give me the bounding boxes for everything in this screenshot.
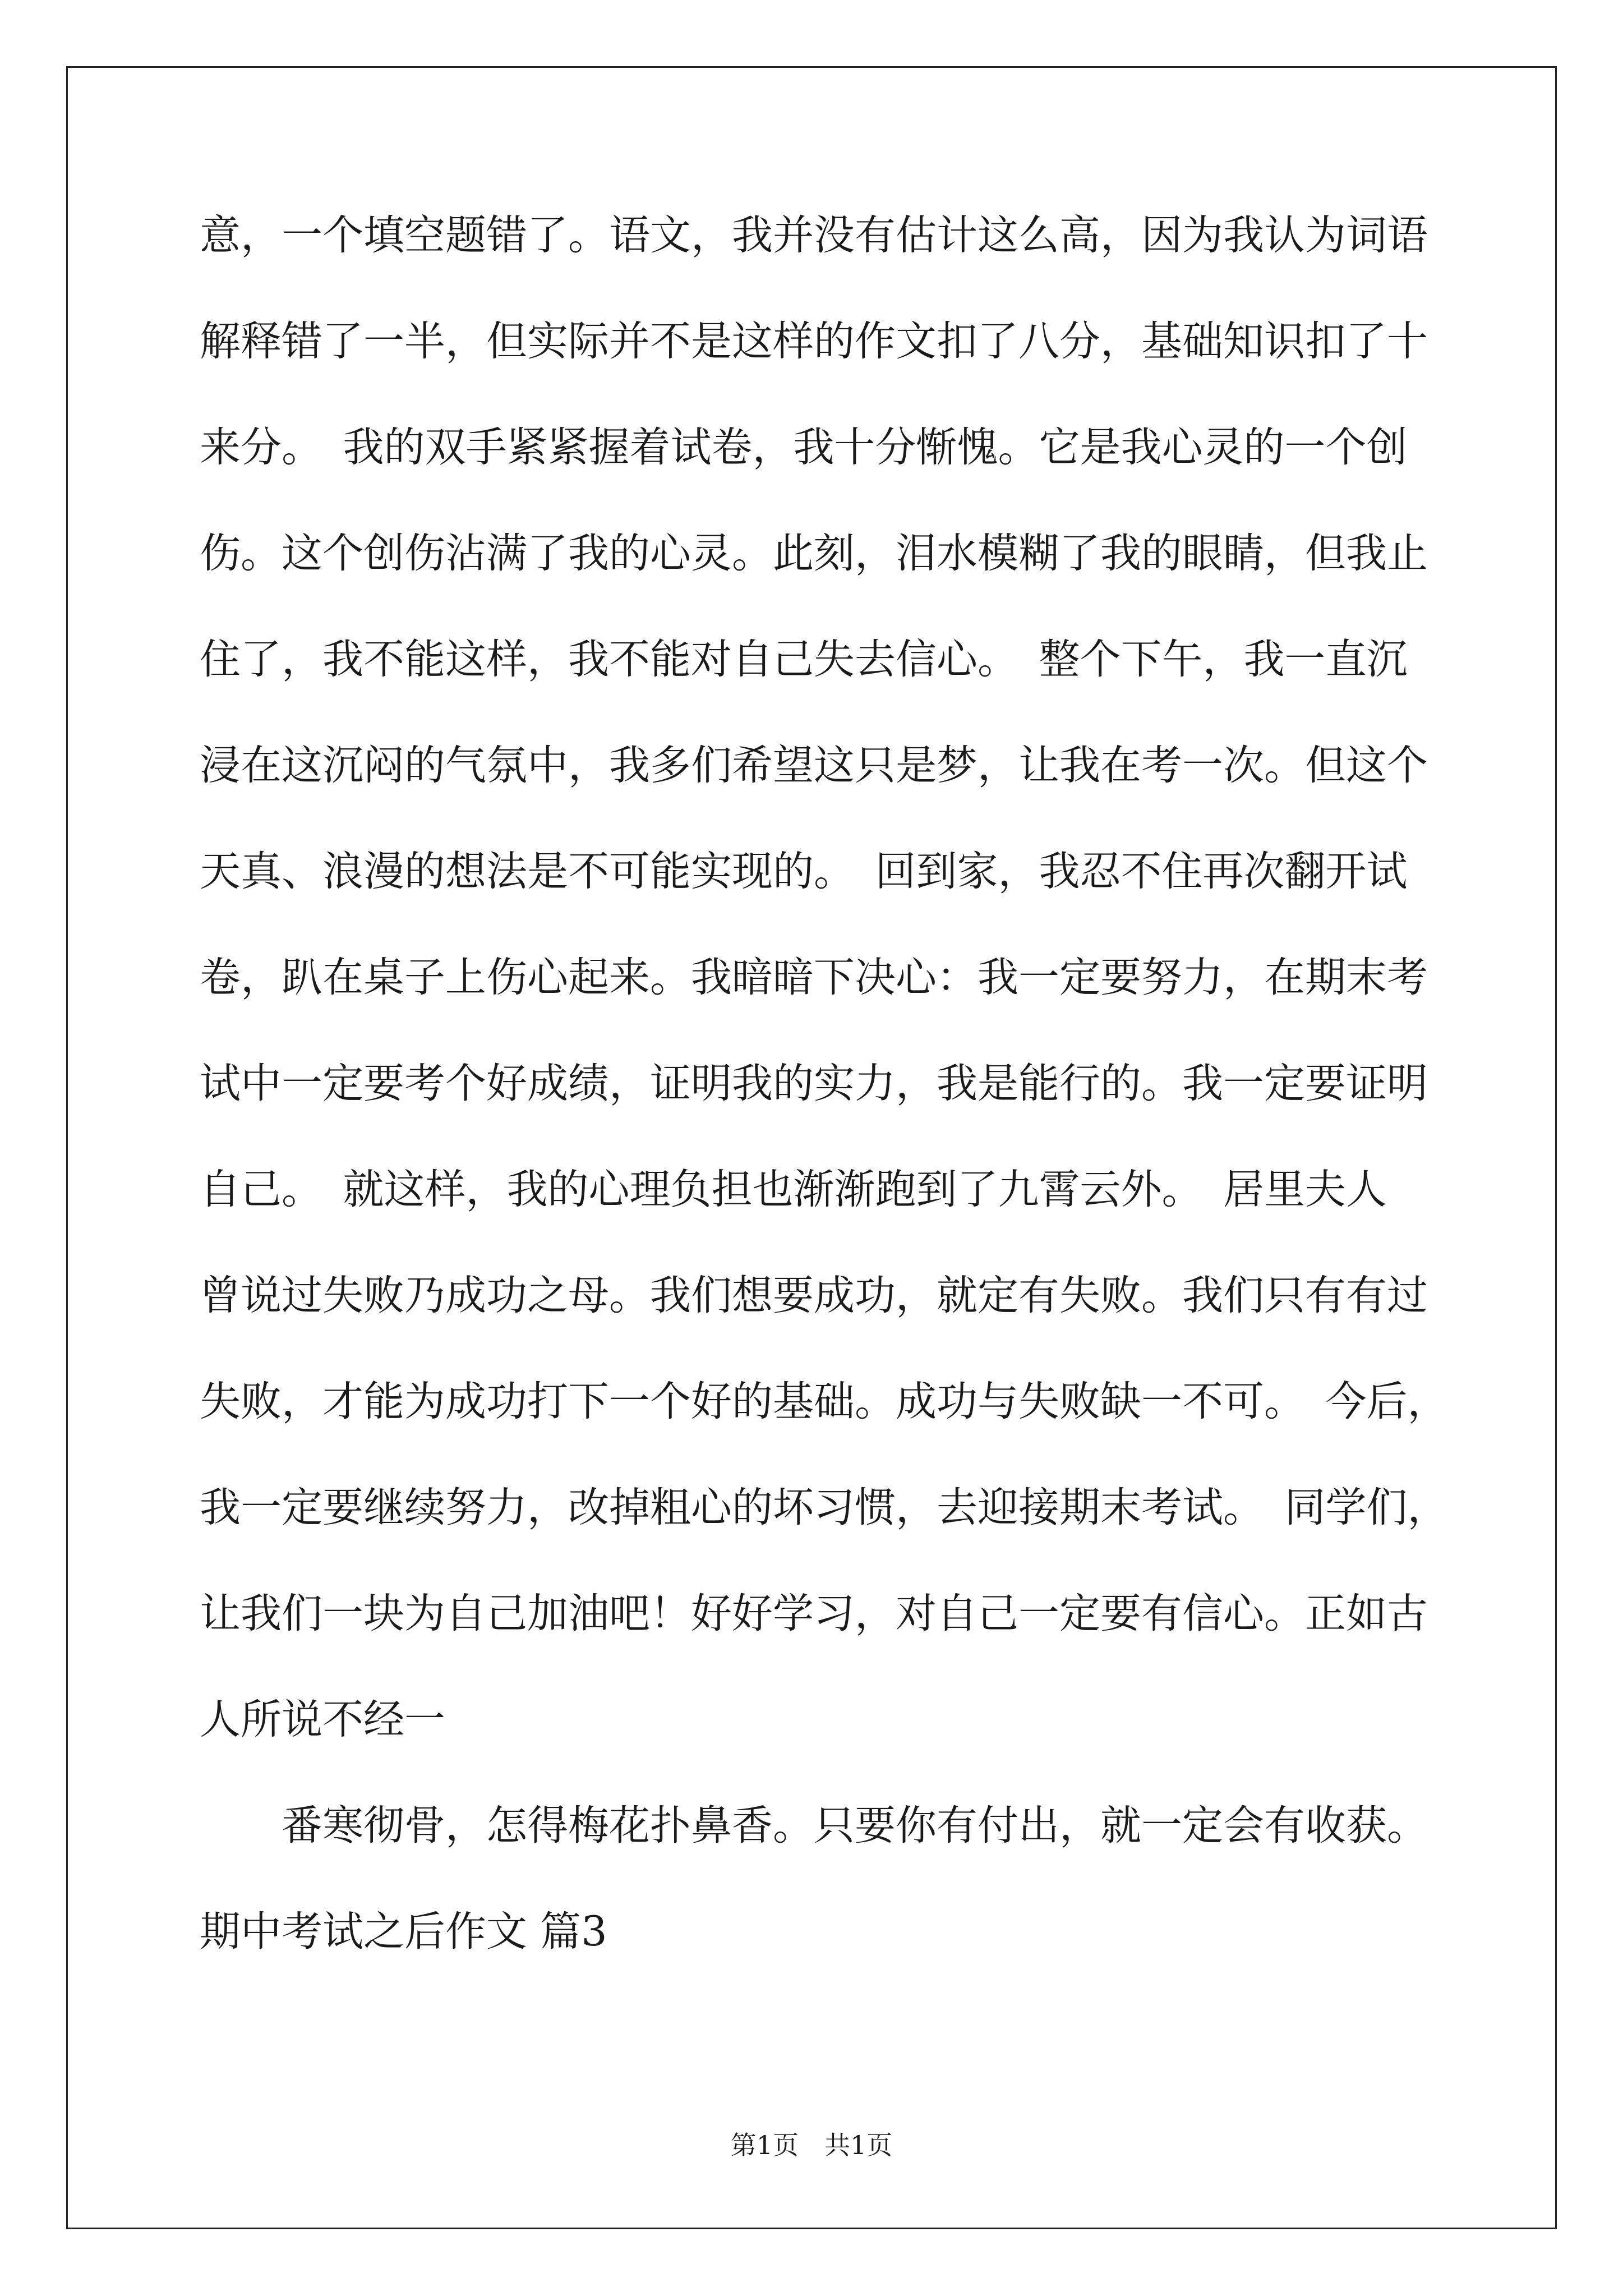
text-line: 天真、浪漫的想法是不可能实现的。 回到家，我忍不住再次翻开试 [200,848,1408,895]
text-line: 试中一定要考个好成绩，证明我的实力，我是能行的。我一定要证明 [200,1060,1428,1107]
text-line: 曾说过失败乃成功之母。我们想要成功，就定有失败。我们只有有过 [200,1272,1428,1319]
text-line: 我一定要继续努力，改掉粗心的坏习惯，去迎接期末考试。 同学们， [200,1484,1449,1531]
text-line: 解释错了一半，但实际并不是这样的作文扣了八分，基础知识扣了十 [200,318,1428,365]
text-line: 让我们一块为自己加油吧！好好学习，对自己一定要有信心。正如古 [200,1590,1428,1637]
text-line: 意，一个填空题错了。语文，我并没有估计这么高，因为我认为词语 [200,211,1428,259]
text-line: 自己。 就这样，我的心理负担也渐渐跑到了九霄云外。 居里夫人 [200,1166,1387,1213]
document-body [200,213,1461,2016]
text-line: 伤。这个创伤沾满了我的心灵。此刻，泪水模糊了我的眼睛，但我止 [200,530,1428,577]
text-line: 来分。 我的双手紧紧握着试卷，我十分惭愧。它是我心灵的一个创 [200,424,1408,471]
text-line: 住了，我不能这样，我不能对自己失去信心。 整个下午，我一直沉 [200,636,1408,683]
text-line: 浸在这沉闷的气氛中，我多们希望这只是梦，让我在考一次。但这个 [200,742,1428,789]
page-footer: 第1页 共1页 [730,2130,893,2160]
text-line: 失败，才能为成功打下一个好的基础。成功与失败缺一不可。 今后， [200,1378,1449,1425]
text-line: 番寒彻骨，怎得梅花扑鼻香。只要你有付出，就一定会有收获。 [282,1802,1428,1849]
section-heading: 期中考试之后作文 篇3 [200,1908,607,1955]
text-line: 卷，趴在桌子上伤心起来。我暗暗下决心：我一定要努力，在期末考 [200,954,1428,1001]
text-line: 人所说不经一 [200,1696,445,1743]
